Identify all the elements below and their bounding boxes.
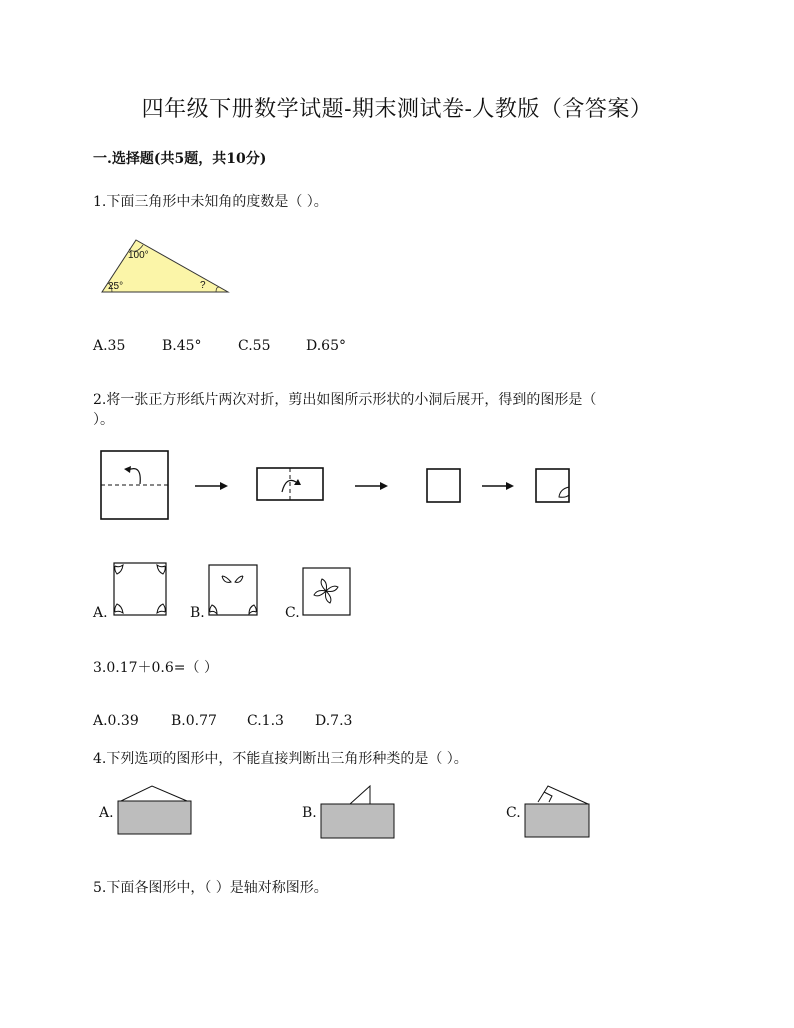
q4-option-c-label[interactable]: C.: [506, 805, 521, 821]
q3-option-c[interactable]: C.1.3: [247, 713, 284, 729]
q4-option-b-label[interactable]: B.: [302, 805, 317, 821]
question-5-text: 5.下面各图形中，（ ）是轴对称图形。: [93, 880, 328, 896]
q4-option-a-figure[interactable]: [117, 784, 193, 836]
page-title: 四年级下册数学试题-期末测试卷-人教版（含答案）: [141, 97, 653, 122]
q2-step-arrow-2-head: [380, 482, 388, 490]
q1-angle-right-label: ?: [200, 280, 206, 291]
q2-option-a-figure[interactable]: [113, 562, 167, 616]
q3-option-b[interactable]: B.0.77: [171, 713, 217, 729]
triangle-edges: [538, 786, 588, 804]
covering-rectangle: [525, 804, 589, 837]
question-2-text-line1: 2.将一张正方形纸片两次对折，剪出如图所示形状的小洞后展开，得到的图形是（: [93, 392, 597, 408]
question-3-text: 3.0.17＋0.6=（ ）: [93, 660, 218, 676]
q1-option-a[interactable]: A.35: [93, 338, 126, 354]
q4-option-a-label[interactable]: A.: [99, 805, 114, 821]
q2-option-c-figure[interactable]: [302, 567, 351, 616]
triangle-edges: [350, 786, 370, 804]
q2-small-square: [427, 469, 460, 502]
q4-option-b-figure[interactable]: [320, 782, 396, 840]
q1-options: [93, 338, 346, 354]
q1-angle-top-label: 100°: [128, 250, 149, 261]
q2-step-arrow-1-head: [220, 482, 228, 490]
q2-option-a-label[interactable]: A.: [93, 605, 108, 621]
q1-angle-left-label: 25°: [108, 281, 124, 292]
question-4-text: 4.下列选项的图形中，不能直接判断出三角形种类的是（ ）。: [93, 751, 468, 767]
q2-option-b-label[interactable]: B.: [190, 605, 205, 621]
q2-option-c-label[interactable]: C.: [285, 605, 300, 621]
q3-option-d[interactable]: D.7.3: [315, 713, 353, 729]
covering-rectangle: [118, 801, 191, 834]
right-angle-mark: [544, 792, 552, 802]
q4-option-c-figure[interactable]: [524, 783, 592, 839]
q1-triangle-figure: [98, 236, 233, 298]
q1-option-b[interactable]: B.45°: [162, 338, 202, 354]
q2-folding-steps-figure: [98, 448, 588, 524]
section-heading: 一.选择题(共5题，共10分): [93, 151, 267, 167]
triangle-edges: [121, 786, 187, 801]
question-2-text-line2: ）。: [93, 412, 114, 428]
q3-option-a[interactable]: A.0.39: [93, 713, 139, 729]
question-1-text: 1.下面三角形中未知角的度数是（ ）。: [93, 194, 328, 210]
q2-step-arrow-3-head: [506, 482, 514, 490]
q2-option-b-figure[interactable]: [208, 564, 258, 616]
q1-option-c[interactable]: C.55: [238, 338, 271, 354]
q3-options: [93, 713, 352, 729]
covering-rectangle: [321, 804, 394, 838]
q1-option-d[interactable]: D.65°: [306, 338, 346, 354]
